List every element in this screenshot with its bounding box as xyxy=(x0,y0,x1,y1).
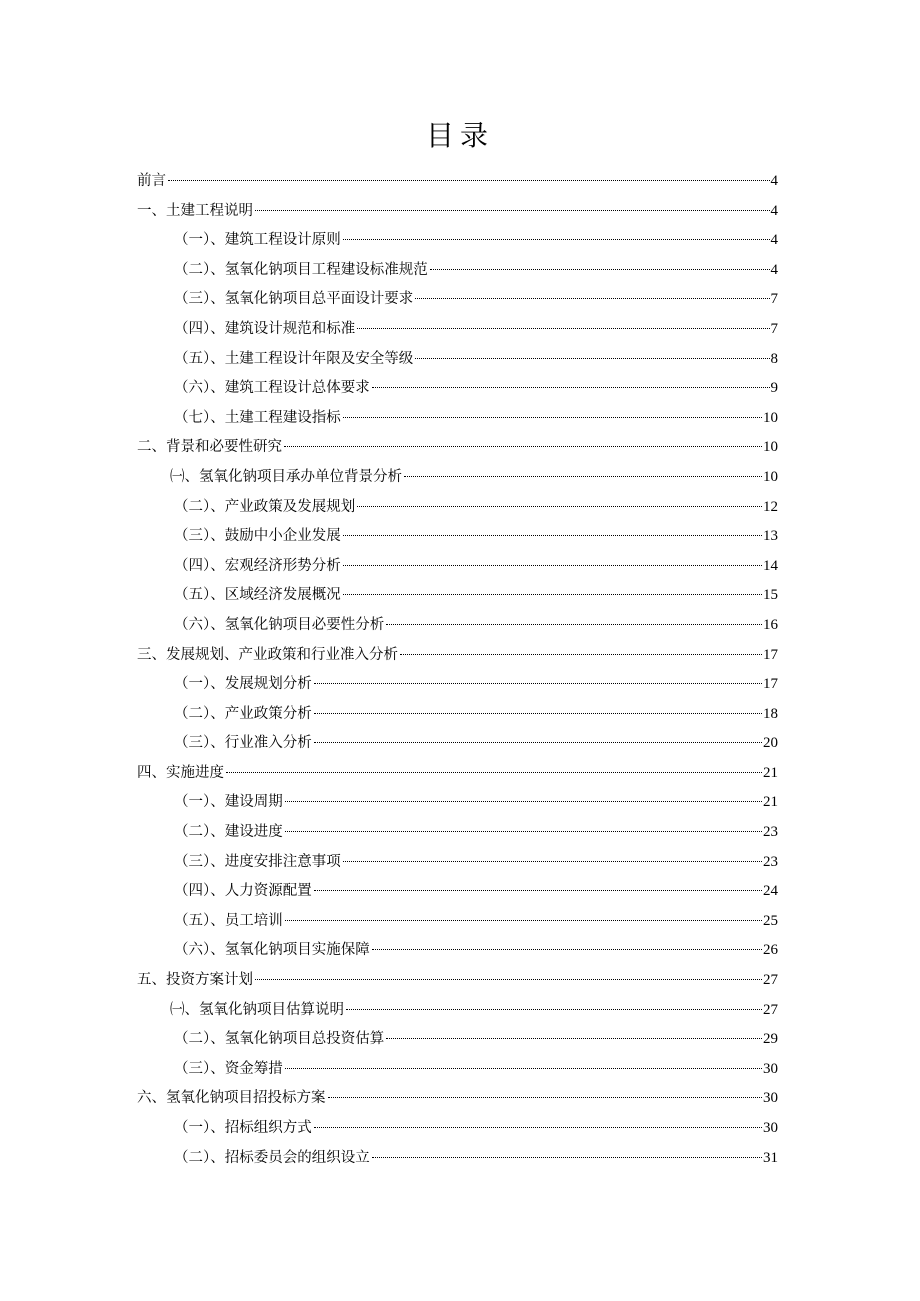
toc-entry-section[interactable] xyxy=(137,936,778,966)
toc-entry-text: （一）、建设周期 xyxy=(174,794,283,811)
toc-entry-text: 四、实施进度 xyxy=(137,764,224,781)
toc-entry-section[interactable] xyxy=(137,1025,778,1055)
toc-entry-text: （二）、产业政策及发展规划 xyxy=(174,498,356,515)
toc-page-number: 9 xyxy=(770,380,778,397)
dot-leader xyxy=(328,1097,763,1098)
toc-entry-section[interactable] xyxy=(137,374,778,404)
toc-page-number: 8 xyxy=(770,350,778,367)
toc-page-number: 17 xyxy=(763,676,778,693)
toc-entry-chapter[interactable] xyxy=(137,966,778,996)
dot-leader xyxy=(343,535,762,536)
dot-leader xyxy=(285,1068,762,1069)
toc-entry-text: （三）、进度安排注意事项 xyxy=(174,853,341,870)
toc-page-number: 21 xyxy=(763,794,778,811)
dot-leader xyxy=(346,1009,762,1010)
toc-entry-chapter[interactable] xyxy=(137,197,778,227)
dot-leader xyxy=(343,861,762,862)
toc-page-number: 30 xyxy=(763,1060,778,1077)
toc-entry-text: （六）、氢氧化钠项目实施保障 xyxy=(174,942,370,959)
toc-page-number: 23 xyxy=(763,824,778,841)
toc-page-number: 30 xyxy=(763,1120,778,1136)
toc-entry-section[interactable] xyxy=(137,1055,778,1085)
toc-entry-section[interactable] xyxy=(137,729,778,759)
dot-leader xyxy=(343,565,762,566)
dot-leader xyxy=(255,210,770,211)
dot-leader xyxy=(314,1127,762,1128)
toc-entry-text: （三）、资金筹措 xyxy=(174,1060,283,1077)
toc-entry-section[interactable] xyxy=(137,581,778,611)
toc-entry-text: （二）、建设进度 xyxy=(174,824,283,841)
toc-entry-section[interactable] xyxy=(137,345,778,375)
toc-entry-text: 二、背景和必要性研究 xyxy=(137,439,282,456)
toc-entry-text: （一）、招标组织方式 xyxy=(174,1120,312,1136)
dot-leader xyxy=(284,446,762,447)
toc-entry-section[interactable] xyxy=(137,877,778,907)
toc-entry-text: （二）、招标委员会的组织设立 xyxy=(174,1149,370,1166)
toc-page-number: 17 xyxy=(763,646,778,663)
toc-entry-text: （六）、氢氧化钠项目必要性分析 xyxy=(174,616,385,633)
dot-leader xyxy=(415,358,769,359)
dot-leader xyxy=(386,1038,762,1039)
toc-page-number: 23 xyxy=(763,853,778,870)
toc-entry-section[interactable] xyxy=(137,522,778,552)
toc-page-number: 18 xyxy=(763,705,778,722)
toc-entry-section[interactable] xyxy=(137,315,778,345)
toc-entry-section[interactable] xyxy=(137,788,778,818)
toc-entry-text: 三、发展规划、产业政策和行业准入分析 xyxy=(137,646,398,663)
toc-page-number: 27 xyxy=(763,972,778,989)
dot-leader xyxy=(226,772,762,773)
toc-entry-text: ㈠、氢氧化钠项目估算说明 xyxy=(170,1001,344,1018)
toc-page-number: 16 xyxy=(763,616,778,633)
toc-entry-text: （二）、氢氧化钠项目总投资估算 xyxy=(174,1031,385,1048)
toc-entry-text: （一）、建筑工程设计原则 xyxy=(174,232,341,249)
toc-entry-section[interactable] xyxy=(137,285,778,315)
toc-entry-section[interactable] xyxy=(137,463,778,493)
toc-page-number: 27 xyxy=(763,1001,778,1018)
dot-leader xyxy=(314,742,762,743)
toc-page-number: 15 xyxy=(763,587,778,604)
dot-leader xyxy=(343,239,770,240)
dot-leader xyxy=(372,1157,762,1158)
toc-page-number: 20 xyxy=(763,735,778,752)
toc-page-number: 7 xyxy=(770,291,778,308)
toc-entry-chapter[interactable] xyxy=(137,167,778,197)
dot-leader xyxy=(285,831,762,832)
toc-page-number: 4 xyxy=(770,261,778,278)
toc-entry-section[interactable] xyxy=(137,670,778,700)
toc-entry-text: （六）、建筑工程设计总体要求 xyxy=(174,380,370,397)
dot-leader xyxy=(255,979,762,980)
dot-leader xyxy=(415,298,769,299)
dot-leader xyxy=(357,328,769,329)
toc-page-number: 13 xyxy=(763,528,778,545)
toc-list xyxy=(137,167,778,1173)
toc-entry-section[interactable] xyxy=(137,552,778,582)
toc-entry-section[interactable] xyxy=(137,611,778,641)
dot-leader xyxy=(285,801,762,802)
toc-page-number: 4 xyxy=(770,202,778,219)
toc-title: 目录 xyxy=(425,119,494,152)
dot-leader xyxy=(343,594,762,595)
toc-entry-chapter[interactable] xyxy=(137,641,778,671)
toc-entry-section[interactable] xyxy=(137,226,778,256)
toc-page-number: 21 xyxy=(763,764,778,781)
toc-entry-text: （五）、土建工程设计年限及安全等级 xyxy=(174,350,414,367)
toc-entry-text: （五）、员工培训 xyxy=(174,912,283,929)
toc-entry-text: （五）、区域经济发展概况 xyxy=(174,587,341,604)
toc-entry-section[interactable] xyxy=(137,404,778,434)
toc-entry-chapter[interactable] xyxy=(137,433,778,463)
toc-entry-text: （四）、宏观经济形势分析 xyxy=(174,557,341,574)
toc-entry-chapter[interactable] xyxy=(137,759,778,789)
toc-page-number: 10 xyxy=(763,439,778,456)
toc-entry-text: ㈠、氢氧化钠项目承办单位背景分析 xyxy=(170,468,402,485)
toc-entry-text: 五、投资方案计划 xyxy=(137,972,253,989)
dot-leader xyxy=(400,654,762,655)
toc-page-number: 29 xyxy=(763,1031,778,1048)
toc-entry-text: （七）、土建工程建设指标 xyxy=(174,409,341,426)
toc-page-number: 4 xyxy=(770,232,778,249)
toc-entry-text: （一）、发展规划分析 xyxy=(174,676,312,693)
toc-entry-text: （三）、氢氧化钠项目总平面设计要求 xyxy=(174,291,414,308)
dot-leader xyxy=(314,890,762,891)
toc-page-number: 14 xyxy=(763,557,778,574)
toc-entry-text: （四）、人力资源配置 xyxy=(174,883,312,900)
toc-entry-text: （四）、建筑设计规范和标准 xyxy=(174,320,356,337)
toc-entry-text: 六、氢氧化钠项目招投标方案 xyxy=(137,1090,326,1107)
dot-leader xyxy=(430,269,770,270)
dot-leader xyxy=(404,476,762,477)
toc-page-number: 4 xyxy=(770,173,778,189)
dot-leader xyxy=(372,949,762,950)
dot-leader xyxy=(314,713,762,714)
toc-page-number: 7 xyxy=(770,320,778,337)
toc-entry-text: （二）、产业政策分析 xyxy=(174,705,312,722)
toc-page-number: 24 xyxy=(763,883,778,900)
toc-entry-chapter[interactable] xyxy=(137,1084,778,1114)
toc-entry-section[interactable] xyxy=(137,256,778,286)
toc-entry-text: （三）、鼓励中小企业发展 xyxy=(174,528,341,545)
toc-entry-section[interactable] xyxy=(137,996,778,1026)
toc-entry-section[interactable] xyxy=(137,848,778,878)
toc-page-number: 30 xyxy=(763,1090,778,1107)
dot-leader xyxy=(314,683,762,684)
toc-entry-text: 一、土建工程说明 xyxy=(137,202,253,219)
toc-page-number: 10 xyxy=(763,409,778,426)
toc-entry-section[interactable] xyxy=(137,818,778,848)
toc-entry-text: （三）、行业准入分析 xyxy=(174,735,312,752)
dot-leader xyxy=(285,920,762,921)
toc-page-number: 25 xyxy=(763,912,778,929)
toc-entry-section[interactable] xyxy=(137,493,778,523)
dot-leader xyxy=(357,506,762,507)
toc-entry-section[interactable] xyxy=(137,907,778,937)
toc-entry-section[interactable] xyxy=(137,1114,778,1144)
toc-entry-section[interactable] xyxy=(137,1144,778,1174)
toc-entry-section[interactable] xyxy=(137,700,778,730)
toc-page-number: 31 xyxy=(763,1149,778,1166)
toc-entry-text: 前言 xyxy=(137,173,166,189)
toc-page-number: 26 xyxy=(763,942,778,959)
toc-page-number: 12 xyxy=(763,498,778,515)
dot-leader xyxy=(372,387,770,388)
dot-leader xyxy=(343,417,762,418)
dot-leader xyxy=(386,624,762,625)
toc-page-number: 10 xyxy=(763,468,778,485)
dot-leader xyxy=(168,180,770,181)
toc-entry-text: （二）、氢氧化钠项目工程建设标准规范 xyxy=(174,261,428,278)
